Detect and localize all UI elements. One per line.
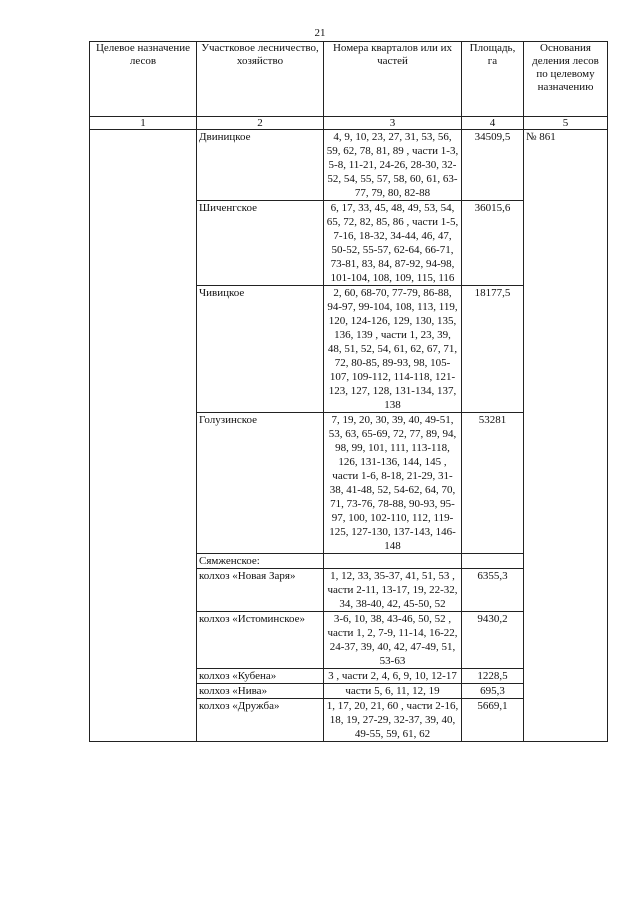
quarters-cell: 7, 19, 20, 30, 39, 40, 49-51, 53, 63, 65-69, 72, 77, 89, 94, 98, 99, 101, 111, 113-118, 126, 131-136, 144, 145 , части 1-6, 8-18, 21-29, 31-38, 41-48, 52, 54-62, 64, 70, 71, 73-76, 78-88, 90-93, 95-97, 100, 102-110, 112, 119-125, 127-130, 137-143, 146-148 bbox=[324, 413, 462, 554]
table-row bbox=[90, 130, 608, 201]
quarters-cell: 3-6, 10, 38, 43-46, 50, 52 , части 1, 2, 7-9, 11-14, 16-22, 24-37, 39, 40, 42, 47-49, 51, 53-63 bbox=[324, 612, 462, 669]
column-number: 4 bbox=[462, 117, 524, 130]
area-cell: 53281 bbox=[462, 413, 524, 554]
area-cell: 18177,5 bbox=[462, 286, 524, 413]
page-number: 21 bbox=[314, 27, 326, 39]
basis-cell: № 861 bbox=[524, 130, 608, 742]
column-number: 3 bbox=[324, 117, 462, 130]
area-cell: 6355,3 bbox=[462, 569, 524, 612]
district-cell: колхоз «Новая Заря» bbox=[197, 569, 324, 612]
area-cell: 9430,2 bbox=[462, 612, 524, 669]
column-number: 1 bbox=[90, 117, 197, 130]
district-cell: Голузинское bbox=[197, 413, 324, 554]
district-cell: Сямженское: bbox=[197, 554, 324, 569]
area-cell: 34509,5 bbox=[462, 130, 524, 201]
quarters-cell: части 5, 6, 11, 12, 19 bbox=[324, 684, 462, 699]
header-area: Площадь, га bbox=[462, 42, 524, 117]
district-cell: колхоз «Нива» bbox=[197, 684, 324, 699]
area-cell: 695,3 bbox=[462, 684, 524, 699]
forest-purpose-table bbox=[89, 41, 608, 742]
quarters-cell: 6, 17, 33, 45, 48, 49, 53, 54, 65, 72, 82, 85, 86 , части 1-5, 7-16, 18-32, 34-44, 46, 47, 50-52, 55-57, 62-64, 66-71, 73-81, 83, 84, 87-92, 94-98, 101-104, 108, 109, 115, 116 bbox=[324, 201, 462, 286]
area-cell bbox=[462, 554, 524, 569]
quarters-cell: 3 , части 2, 4, 6, 9, 10, 12-17 bbox=[324, 669, 462, 684]
column-number-row bbox=[90, 117, 608, 130]
area-cell: 1228,5 bbox=[462, 669, 524, 684]
district-cell: Чивицкое bbox=[197, 286, 324, 413]
header-district: Участковое лесничество, хозяйство bbox=[197, 42, 324, 117]
quarters-cell: 2, 60, 68-70, 77-79, 86-88, 94-97, 99-104, 108, 113, 119, 120, 124-126, 129, 130, 135, 136, 139 , части 1, 23, 39, 48, 51, 52, 54, 61, 62, 67, 71, 72, 80-85, 89-93, 98, 105-107, 109-112, 114-118, 121-123, 127, 128, 131-134, 137, 138 bbox=[324, 286, 462, 413]
area-cell: 5669,1 bbox=[462, 699, 524, 742]
quarters-cell: 1, 17, 20, 21, 60 , части 2-16, 18, 19, 27-29, 32-37, 39, 40, 49-55, 59, 61, 62 bbox=[324, 699, 462, 742]
district-cell: колхоз «Дружба» bbox=[197, 699, 324, 742]
header-purpose: Целевое назначение лесов bbox=[90, 42, 197, 117]
district-cell: колхоз «Кубена» bbox=[197, 669, 324, 684]
purpose-cell bbox=[90, 130, 197, 742]
quarters-cell: 4, 9, 10, 23, 27, 31, 53, 56, 59, 62, 78, 81, 89 , части 1-3, 5-8, 11-21, 24-26, 28-30, 32-52, 54, 55, 57, 58, 60, 61, 63-77, 79, 80, 82-88 bbox=[324, 130, 462, 201]
area-cell: 36015,6 bbox=[462, 201, 524, 286]
header-quarters: Номера кварталов или их частей bbox=[324, 42, 462, 117]
column-number: 5 bbox=[524, 117, 608, 130]
district-cell: Двиницкое bbox=[197, 130, 324, 201]
district-cell: Шиченгское bbox=[197, 201, 324, 286]
quarters-cell bbox=[324, 554, 462, 569]
column-number: 2 bbox=[197, 117, 324, 130]
header-basis: Основания деления лесов по целевому назначению bbox=[524, 42, 608, 117]
quarters-cell: 1, 12, 33, 35-37, 41, 51, 53 , части 2-11, 13-17, 19, 22-32, 34, 38-40, 42, 45-50, 52 bbox=[324, 569, 462, 612]
district-cell: колхоз «Истоминское» bbox=[197, 612, 324, 669]
header-row bbox=[90, 42, 608, 117]
